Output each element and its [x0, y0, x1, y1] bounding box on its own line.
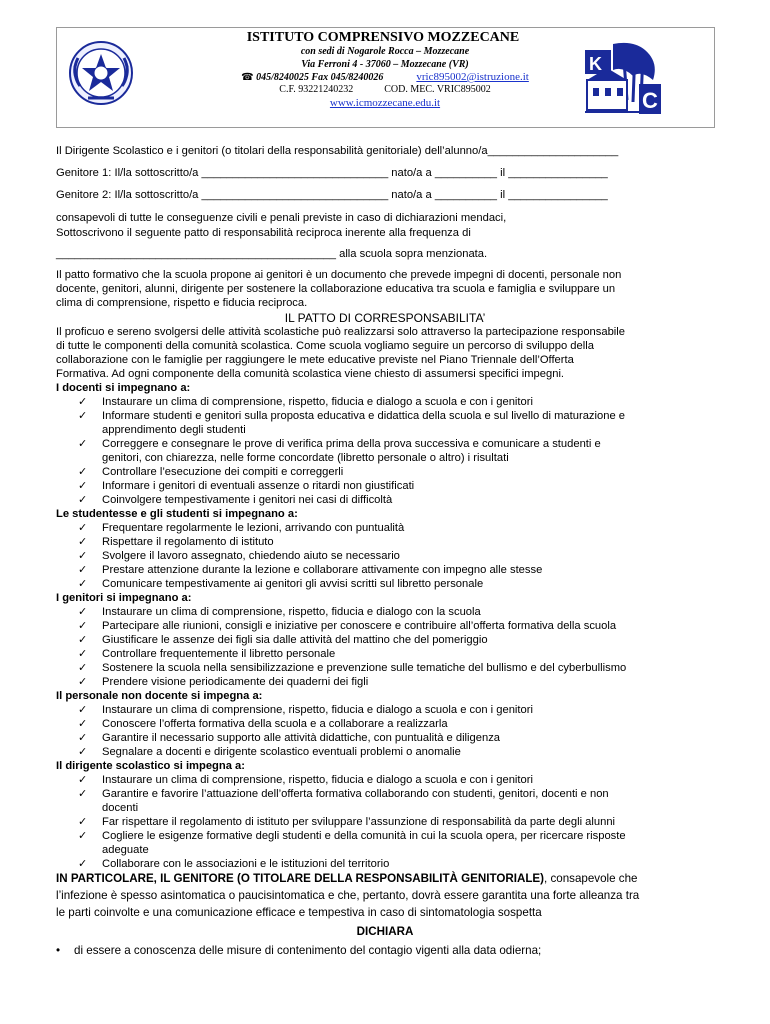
checkmark-icon: ✓	[78, 718, 88, 730]
list-item: ✓ Svolgere il lavoro assegnato, chiedendo aiuto se necessario	[78, 550, 400, 562]
checkmark-icon: ✓	[78, 522, 88, 534]
checkmark-icon: ✓	[78, 550, 88, 562]
header-codes	[0, 84, 770, 95]
list-item: ✓ Controllare frequentemente il libretto personale	[78, 648, 336, 660]
checkmark-icon: ✓	[78, 480, 88, 492]
list-item: ✓ Coinvolgere tempestivamente i genitori nei casi di difficoltà	[78, 494, 393, 506]
checkmark-icon: ✓	[78, 704, 88, 716]
list-item: ✓ Instaurare un clima di comprensione, rispetto, fiducia e dialogo a scuola e con i genitori	[78, 396, 533, 408]
section-studenti-title: Le studentesse e gli studenti si impegnano a:	[56, 508, 298, 520]
patto-para-line-3: collaborazione con le famiglie per raggiungere le mete educative previste nel Piano Triennale dell’Offerta	[56, 354, 574, 366]
svg-text:K: K	[589, 54, 602, 74]
checkmark-icon: ✓	[78, 620, 88, 632]
header-website-row	[0, 97, 770, 109]
patto-formativo-line-1: Il patto formativo che la scuola propone ai genitori è un documento che prevede impegni di docenti, personale non	[56, 269, 622, 281]
checkmark-icon: ✓	[78, 788, 88, 800]
section-personale-title: Il personale non docente si impegna a:	[56, 690, 263, 702]
checkmark-icon: ✓	[78, 746, 88, 758]
list-item: ✓ Instaurare un clima di comprensione, rispetto, fiducia e dialogo con la scuola	[78, 606, 481, 618]
intro-line-alunno: Il Dirigente Scolastico e i genitori (o titolari della responsabilità genitoriale) dell’alunno/a_____________________	[56, 145, 619, 157]
checkmark-icon: ✓	[78, 676, 88, 688]
list-item: ✓ Informare studenti e genitori sulla proposta educativa e didattica della scuola e sul livello di maturazione e	[78, 410, 626, 422]
list-item: ✓ Collaborare con le associazioni e le istituzioni del territorio	[78, 858, 390, 870]
checkmark-icon: ✓	[78, 858, 88, 870]
institute-title: ISTITUTO COMPRENSIVO MOZZECANE	[246, 30, 520, 45]
checkmark-icon: ✓	[78, 578, 88, 590]
section-docenti-title: I docenti si impegnano a:	[56, 382, 191, 394]
phone-icon: ☎	[241, 72, 254, 83]
list-item-continuation: docenti	[102, 802, 139, 814]
list-item: ✓ Instaurare un clima di comprensione, rispetto, fiducia e dialogo a scuola e con i genitori	[78, 704, 533, 716]
patto-title: IL PATTO DI CORRESPONSABILITA’	[284, 311, 486, 325]
consapevoli-line: consapevoli di tutte le conseguenze civili e penali previste in caso di dichiarazioni mendaci,	[56, 212, 507, 224]
patto-formativo-line-2: docente, genitori, alunni, dirigente per sostenere la collaborazione educativa tra scuola e famiglia e sviluppare un	[56, 283, 616, 295]
list-item: ✓ Cogliere le esigenze formative degli studenti e della comunità in cui la scuola opera, per ricercare risposte	[78, 830, 626, 842]
header-codmec: COD. MEC. VRIC895002	[384, 84, 491, 95]
list-item: ✓ Segnalare a docenti e dirigente scolastico eventuali problemi o anomalie	[78, 746, 461, 758]
list-item: ✓ Comunicare tempestivamente ai genitori gli avvisi scritti sul libretto personale	[78, 578, 484, 590]
list-item: ✓ Giustificare le assenze dei figli sia dalle attività del mattino che del pomeriggio	[78, 634, 488, 646]
checkmark-icon: ✓	[78, 410, 88, 422]
checkmark-icon: ✓	[78, 774, 88, 786]
list-item: ✓ Instaurare un clima di comprensione, rispetto, fiducia e dialogo a scuola e con i genitori	[78, 774, 533, 786]
checkmark-icon: ✓	[78, 816, 88, 828]
header-phone: 045/8240025 Fax 045/8240026	[256, 72, 384, 83]
dichiara-title: DICHIARA	[356, 925, 414, 938]
genitore-1-line: Genitore 1: Il/la sottoscritto/a ______________________________ nato/a a __________ il ________________	[56, 167, 608, 179]
checkmark-icon: ✓	[78, 396, 88, 408]
list-item: ✓ Far rispettare il regolamento di istituto per sviluppare l’assunzione di responsabilità da parte degli alunni	[78, 816, 616, 828]
checkmark-icon: ✓	[78, 662, 88, 674]
header-contacts	[0, 71, 770, 83]
checkmark-icon: ✓	[78, 466, 88, 478]
sottoscrivono-line: Sottoscrivono il seguente patto di responsabilità reciproca inerente alla frequenza di	[56, 227, 471, 239]
particolare-line-3: le parti coinvolte e una comunicazione efficace e tempestiva in caso di sintomatologia sospetta	[56, 906, 542, 919]
list-item: ✓ Controllare l’esecuzione dei compiti e correggerli	[78, 466, 344, 478]
list-item-continuation: genitori, con chiarezza, nelle forme concordate (libretto personale o altro) i risultati	[102, 452, 509, 464]
list-item-continuation: apprendimento degli studenti	[102, 424, 246, 436]
checkmark-icon: ✓	[78, 606, 88, 618]
checkmark-icon: ✓	[78, 536, 88, 548]
checkmark-icon: ✓	[78, 634, 88, 646]
genitore-2-line: Genitore 2: Il/la sottoscritto/a ______________________________ nato/a a __________ il ________________	[56, 189, 608, 201]
list-item: ✓ Conoscere l’offerta formativa della scuola e a collaborare a realizzarla	[78, 718, 448, 730]
header-cf: C.F. 93221240232	[279, 84, 354, 95]
list-item-continuation: adeguate	[102, 844, 149, 856]
patto-para-line-1: Il proficuo e sereno svolgersi delle attività scolastiche può realizzarsi solo attraverso la partecipazione responsabile	[56, 326, 625, 338]
patto-formativo-line-3: clima di comprensione, rispetto e fiducia reciproca.	[56, 297, 308, 309]
list-item: ✓ Frequentare regolarmente le lezioni, arrivando con puntualità	[78, 522, 405, 534]
list-item: ✓ Garantire il necessario supporto alle attività didattiche, con puntualità e diligenza	[78, 732, 501, 744]
checkmark-icon: ✓	[78, 830, 88, 842]
list-item: ✓ Sostenere la scuola nella sensibilizzazione e prevenzione sulle tematiche del bullismo e del cyberbullismo	[78, 662, 627, 674]
list-item: ✓ Garantire e favorire l’attuazione dell’offerta formativa collaborando con studenti, genitori, docenti e non	[78, 788, 609, 800]
checkmark-icon: ✓	[78, 494, 88, 506]
list-item: ✓ Correggere e consegnare le prove di verifica prima della prova successiva e comunicare a studenti e	[78, 438, 601, 450]
bullet-icon: •	[56, 944, 61, 957]
checkmark-icon: ✓	[78, 648, 88, 660]
section-dirigente-title: Il dirigente scolastico si impegna a:	[56, 760, 245, 772]
list-item: ✓ Prestare attenzione durante la lezione e collaborare attivamente con impegno alle stesse	[78, 564, 543, 576]
patto-para-line-2: di tutte le componenti della comunità scolastica. Come scuola vogliamo seguire un percorso di sviluppo della	[56, 340, 594, 352]
frequenza-line: _____________________________________________ alla scuola sopra menzionata.	[56, 248, 488, 260]
particolare-line-1: IN PARTICOLARE, IL GENITORE (O TITOLARE DELLA RESPONSABILITÀ GENITORIALE), consapevole che	[56, 872, 638, 885]
list-item: ✓ Rispettare il regolamento di istituto	[78, 536, 274, 548]
header-sedi: con sedi di Nogarole Rocca – Mozzecane	[300, 46, 470, 57]
patto-para-line-4: Formativa. Ad ogni componente della comunità scolastica viene chiesto di assumersi specifici impegni.	[56, 368, 565, 380]
checkmark-icon: ✓	[78, 438, 88, 450]
list-item: ✓ Informare i genitori di eventuali assenze o ritardi non giustificati	[78, 480, 415, 492]
header-email-link[interactable]: vric895002@istruzione.it	[416, 71, 529, 83]
svg-text:C: C	[642, 88, 658, 113]
list-item: ✓ Prendere visione periodicamente dei quaderni dei figli	[78, 676, 369, 688]
section-genitori-title: I genitori si impegnano a:	[56, 592, 192, 604]
particolare-line-2: l’infezione è spesso asintomatica o paucisintomatica e che, pertanto, dovrà essere garantita una forte alleanza tra	[56, 889, 640, 902]
checkmark-icon: ✓	[78, 732, 88, 744]
header-address: Via Ferroni 4 - 37060 – Mozzecane (VR)	[301, 59, 469, 70]
list-item: • di essere a conoscenza delle misure di contenimento del contagio vigenti alla data odierna;	[56, 944, 542, 957]
checkmark-icon: ✓	[78, 564, 88, 576]
list-item: ✓ Partecipare alle riunioni, consigli e iniziative per conoscere e contribuire all’offerta formativa della scuola	[78, 620, 617, 632]
header-website-link[interactable]: www.icmozzecane.edu.it	[329, 97, 441, 109]
